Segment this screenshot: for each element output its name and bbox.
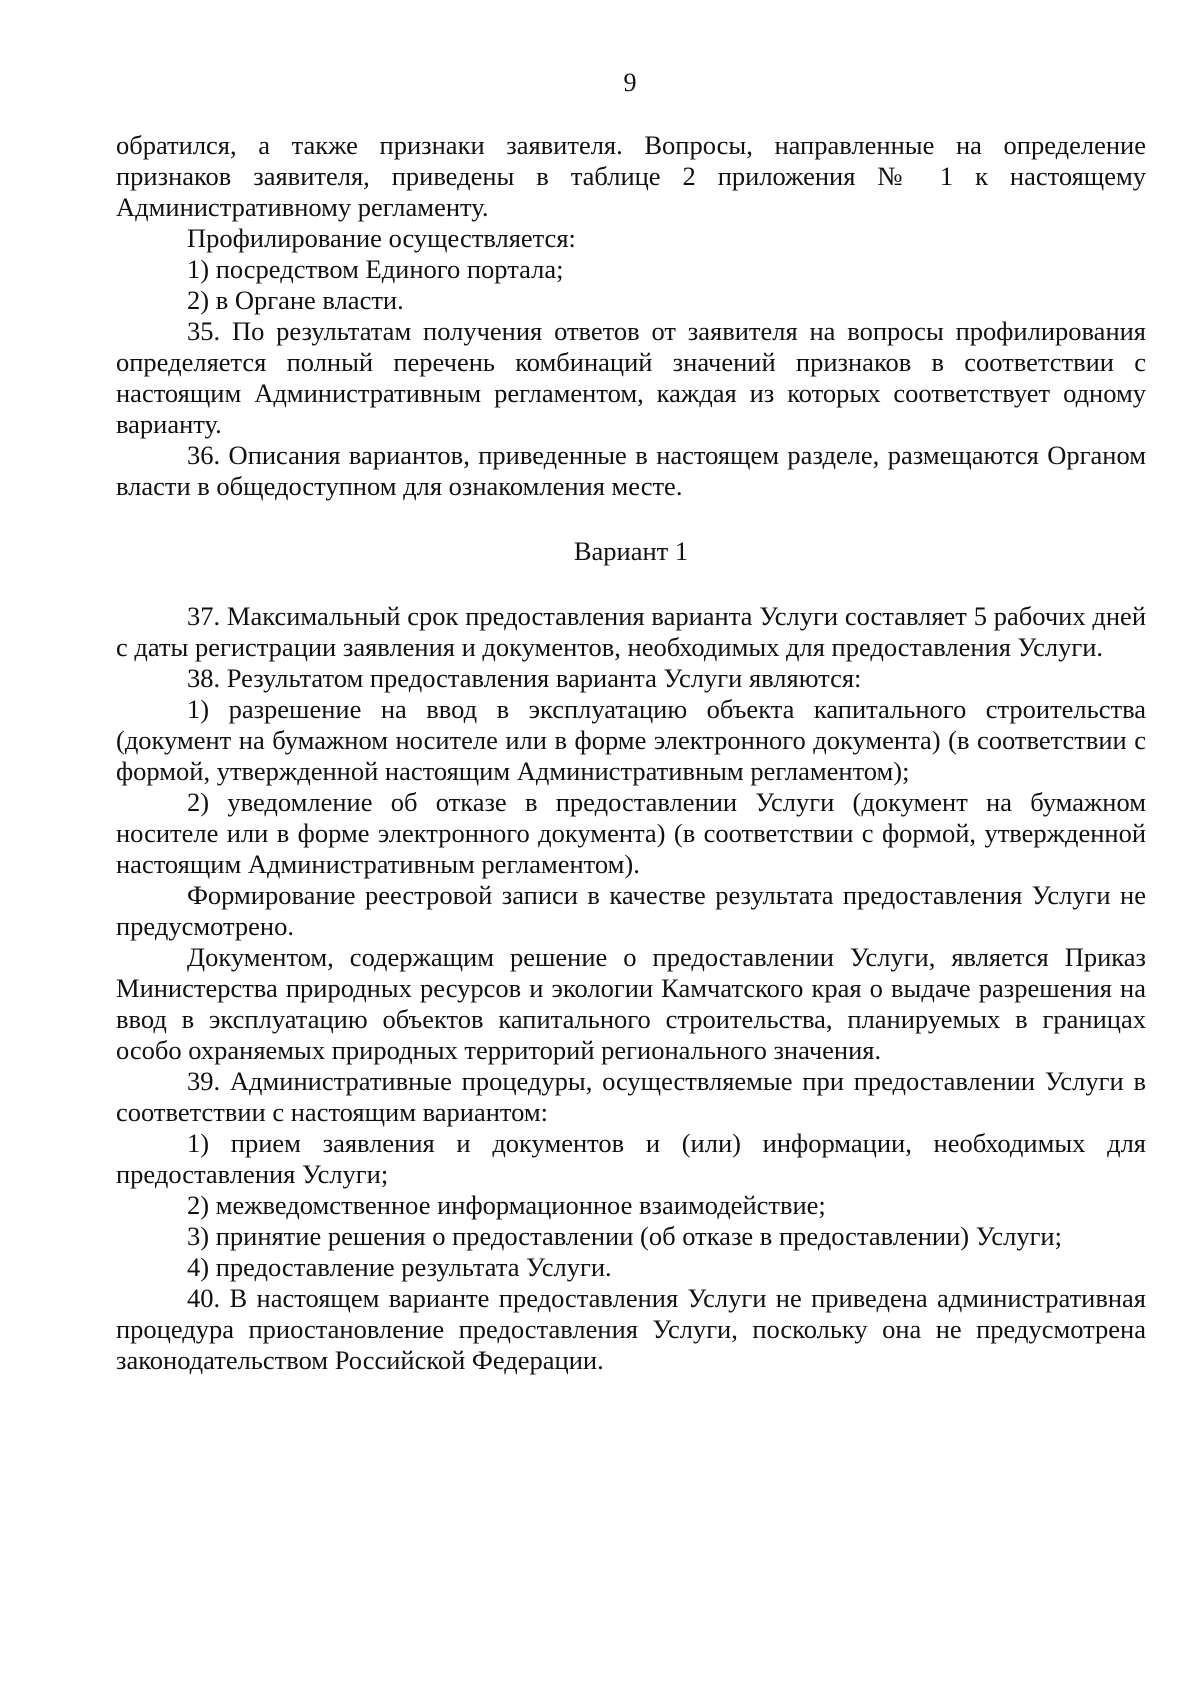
paragraph: 35. По результатам получения ответов от заявителя на вопросы профилирования определяется полный перечень комбинаций значений признаков в соответствии с настоящим Административным регламентом, каждая из которых соответствует одному варианту. xyxy=(116,316,1146,439)
paragraph: 40. В настоящем варианте предоставления Услуги не приведена административная процедура приостановление предоставления Услуги, поскольку она не предусмотрена законодательством Российской Федерации. xyxy=(116,1283,1146,1375)
paragraph: Формирование реестровой записи в качестве результата предоставления Услуги не предусмотрено. xyxy=(116,880,1146,941)
paragraph: Профилирование осуществляется: xyxy=(187,223,576,253)
list-item: 2) межведомственное информационное взаимодействие; xyxy=(187,1190,826,1220)
list-item: 1) прием заявления и документов и (или) информации, необходимых для предоставления Услуги; xyxy=(116,1128,1146,1189)
list-item: 1) разрешение на ввод в эксплуатацию объекта капитального строительства (документ на бумажном носителе или в форме электронного документа) (в соответствии с формой, утвержденной настоящим Административным регламентом); xyxy=(116,694,1146,786)
paragraph: 37. Максимальный срок предоставления варианта Услуги составляет 5 рабочих дней с даты регистрации заявления и документов, необходимых для предоставления Услуги. xyxy=(116,601,1146,662)
paragraph: 38. Результатом предоставления варианта Услуги являются: xyxy=(187,663,862,693)
page-number: 9 xyxy=(623,68,637,97)
list-item: 1) посредством Единого портала; xyxy=(187,254,564,284)
paragraph: 36. Описания вариантов, приведенные в настоящем разделе, размещаются Органом власти в общедоступном для ознакомления месте. xyxy=(116,440,1146,501)
list-item: 4) предоставление результата Услуги. xyxy=(187,1252,612,1282)
list-item: 3) принятие решения о предоставлении (об отказе в предоставлении) Услуги; xyxy=(187,1221,1062,1251)
paragraph: обратился, а также признаки заявителя. Вопросы, направленные на определение признаков заявителя, приведены в таблице 2 приложения № 1 к настоящему Административному регламенту. xyxy=(116,130,1146,222)
paragraph: 39. Административные процедуры, осуществляемые при предоставлении Услуги в соответствии с настоящим вариантом: xyxy=(116,1066,1146,1127)
list-item: 2) в Органе власти. xyxy=(187,285,404,315)
section-heading: Вариант 1 xyxy=(573,536,689,566)
document-body xyxy=(116,130,1146,1376)
paragraph: Документом, содержащим решение о предоставлении Услуги, является Приказ Министерства природных ресурсов и экологии Камчатского края о выдаче разрешения на ввод в эксплуатацию объектов капитального строительства, планируемых в границах особо охраняемых природных территорий регионального значения. xyxy=(116,942,1146,1065)
list-item: 2) уведомление об отказе в предоставлении Услуги (документ на бумажном носителе или в форме электронного документа) (в соответствии с формой, утвержденной настоящим Административным регламентом). xyxy=(116,787,1146,879)
